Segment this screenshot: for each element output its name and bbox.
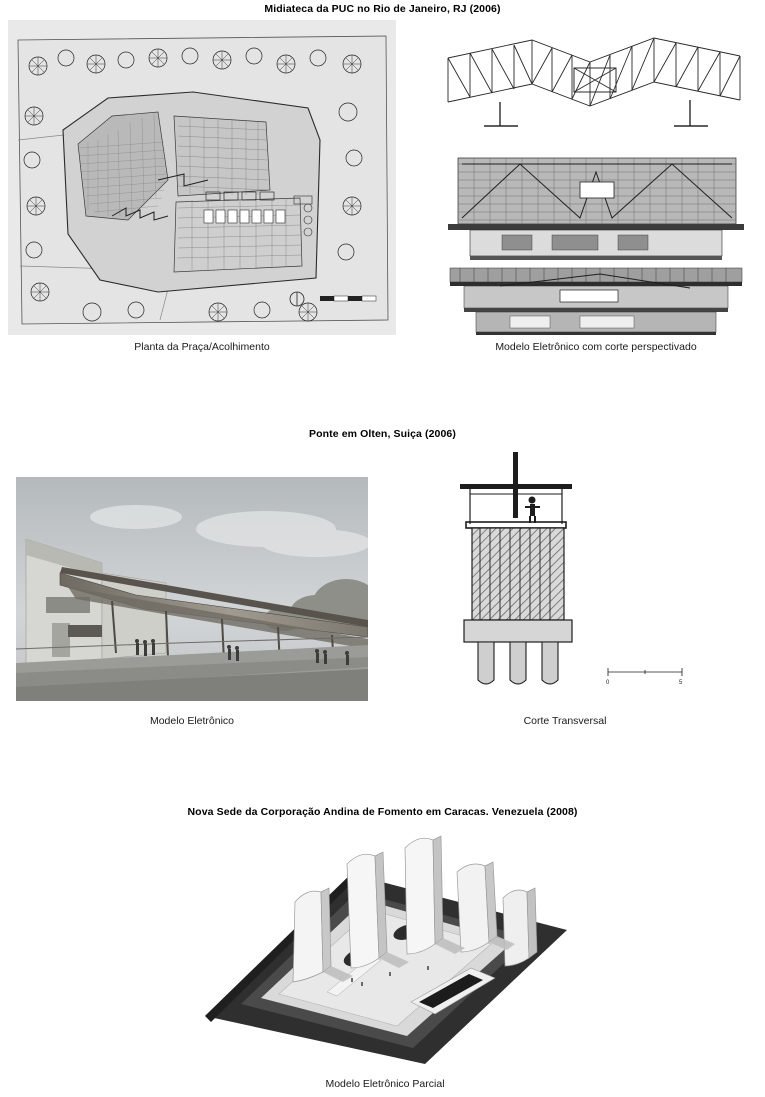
- figure-bridge-render-photo: [16, 477, 368, 701]
- section-title-midiateca: Midiateca da PUC no Rio de Janeiro, RJ (2006): [264, 3, 501, 15]
- figure-plan-drawing: [8, 20, 396, 335]
- figure-caption-partial-model: Modelo Eletrônico Parcial: [325, 1078, 445, 1090]
- figure-caption-bridge-model: Modelo Eletrônico: [149, 715, 235, 727]
- section-title-ponte-olten: Ponte em Olten, Suiça (2006): [309, 428, 456, 440]
- figure-partial-electronic-model: [175, 826, 595, 1071]
- figure-caption-cross-section: Corte Transversal: [523, 715, 607, 727]
- figure-electronic-model-sections: [440, 22, 752, 337]
- figure-caption-plan: Planta da Praça/Acolhimento: [134, 341, 270, 353]
- svg-text:0: 0: [606, 680, 610, 686]
- bridge-render-svg: [16, 477, 368, 701]
- section-title-caf-caracas: Nova Sede da Corporação Andina de Fomento em Caracas. Venezuela (2008): [187, 806, 578, 818]
- caf-model-svg: [175, 826, 595, 1071]
- figure-caption-electronic-model: Modelo Eletrônico com corte perspectivado: [495, 341, 697, 353]
- figure-cross-section-drawing: [440, 448, 690, 700]
- elevation-sections-svg: [440, 22, 752, 337]
- svg-text:5: 5: [679, 680, 683, 686]
- cross-section-svg: [440, 448, 690, 700]
- plan-drawing-svg: [8, 20, 396, 335]
